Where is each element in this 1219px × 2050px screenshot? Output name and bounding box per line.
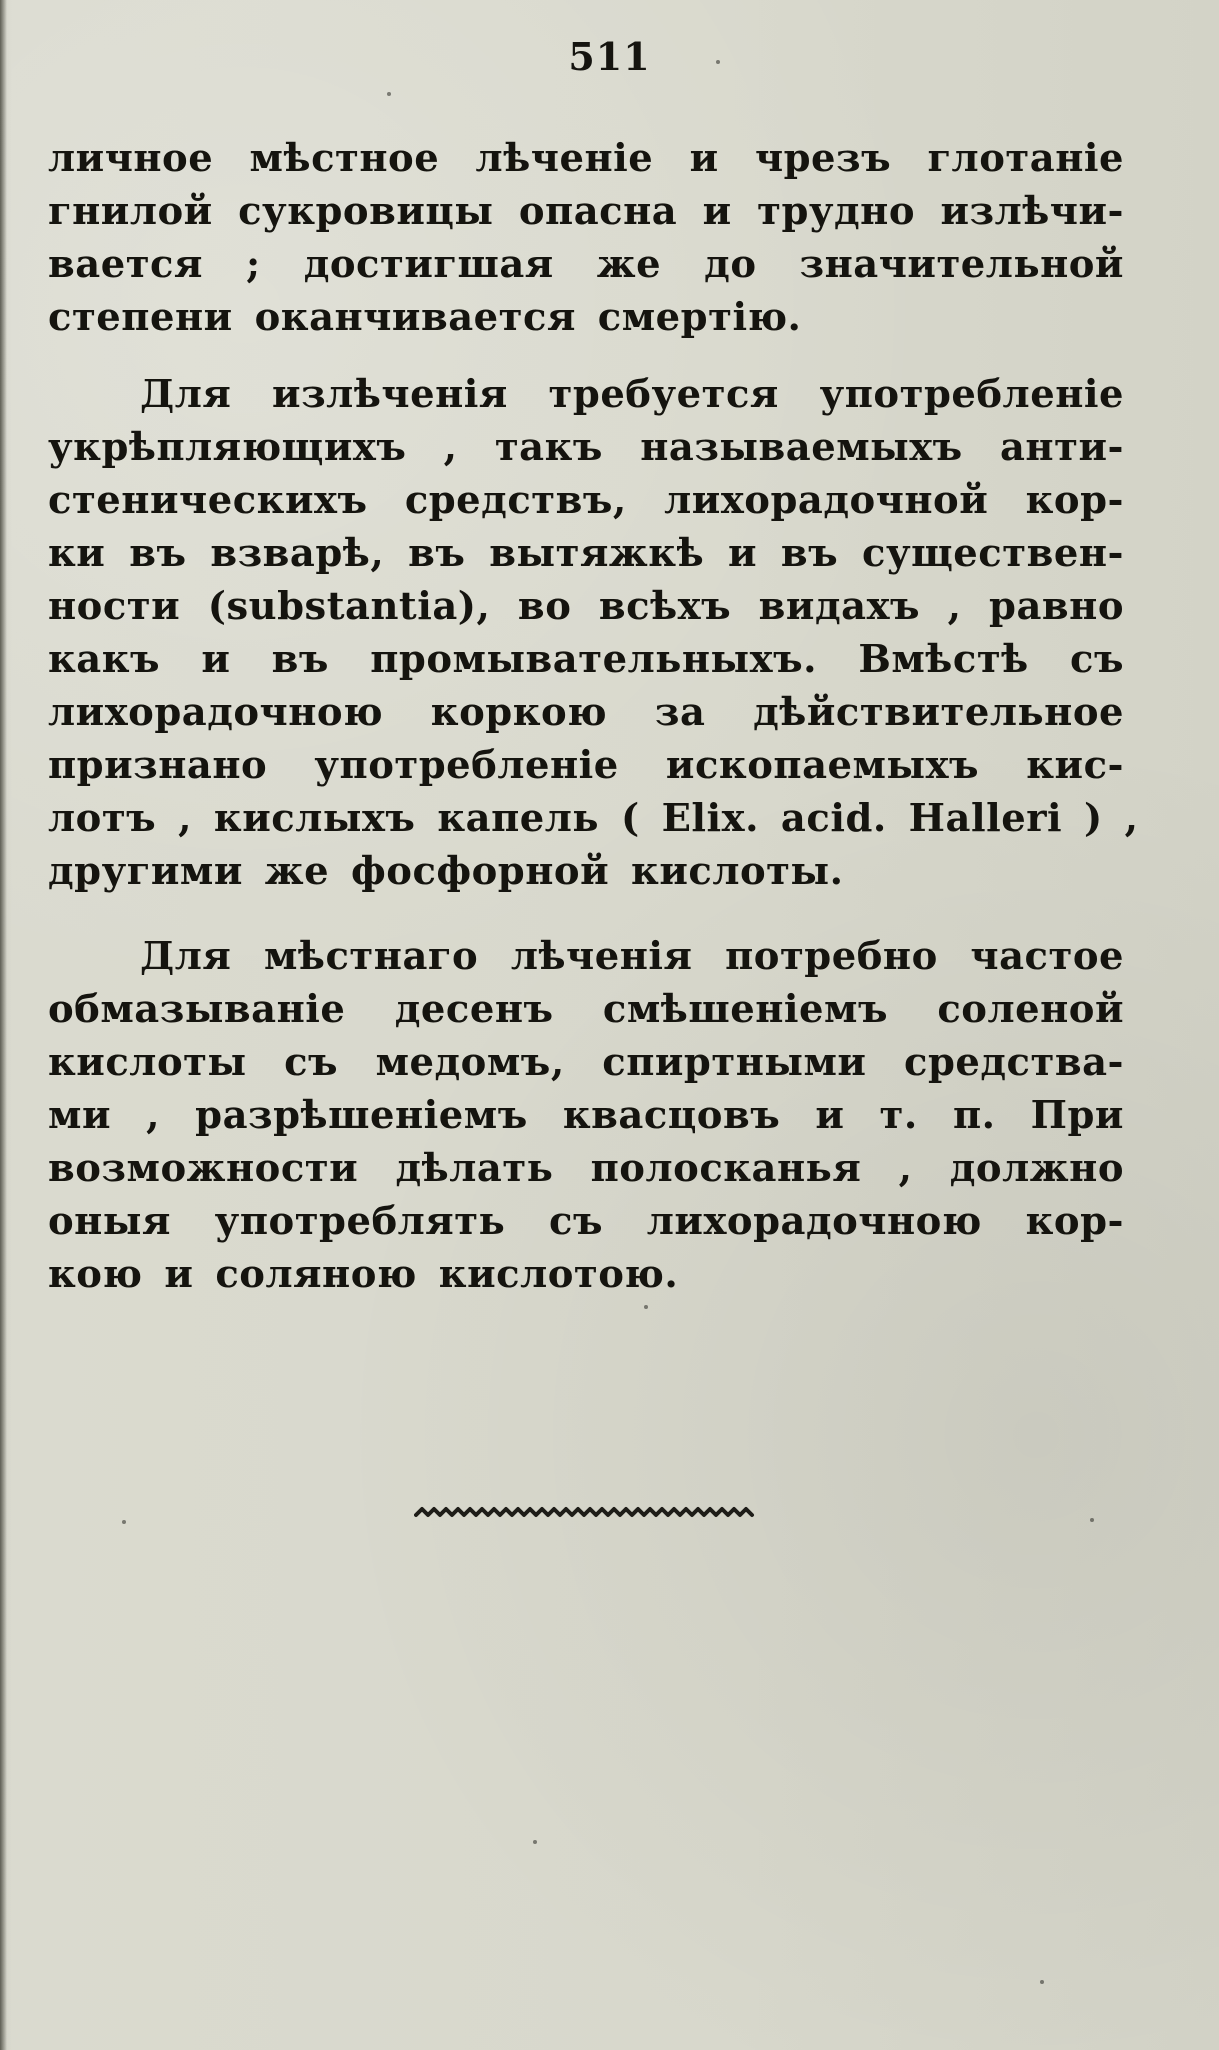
paper-speck [716,60,720,64]
text-line: гнилой сукровицы опасна и трудно излѣчи- [48,189,1124,234]
text-line: оныя употреблять съ лихорадочною кор- [48,1199,1124,1244]
text-line: кою и соляною кислотою. [48,1252,679,1297]
paragraph-1 [48,132,1124,344]
text-line: возможности дѣлать полосканья , должно [48,1146,1124,1191]
text-line: укрѣпляющихъ , такъ называемыхъ анти- [48,425,1124,470]
paper-speck [644,1305,648,1309]
text-line: ности (substantia), во всѣхъ видахъ , равно [48,584,1124,629]
text-line: Для мѣстнаго лѣченія потребно частое [140,934,1124,979]
paper-speck [1040,1980,1044,1984]
paragraph-2 [48,368,1139,898]
text-line: какъ и въ промывательныхъ. Вмѣстѣ съ [48,637,1124,682]
text-line: лотъ , кислыхъ капель ( Elix. acid. Halleri ) , [48,796,1139,841]
text-line: другими же фосфорной кислоты. [48,849,844,894]
text-line: стеническихъ средствъ, лихорадочной кор- [48,478,1124,523]
paper-speck [1090,1518,1094,1522]
text-line: ми , разрѣшеніемъ квасцовъ и т. п. При [48,1093,1124,1138]
text-line: кислоты съ медомъ, спиртными средства- [48,1040,1124,1085]
spine-shadow [0,0,7,2050]
text-line: обмазываніе десенъ смѣшеніемъ соленой [48,987,1124,1032]
page-number: 511 [568,34,651,79]
text-line: лихорадочною коркою за дѣйствительное [48,690,1124,735]
text-line: Для излѣченія требуется употребленіе [140,372,1124,417]
paragraph-3 [48,930,1124,1301]
wavy-rule-icon [414,1505,756,1521]
text-line: личное мѣстное лѣченіе и чрезъ глотаніе [48,136,1124,181]
text-line: степени оканчивается смертію. [48,295,802,340]
text-line: признано употребленіе ископаемыхъ кис- [48,743,1124,788]
paper-speck [122,1520,126,1524]
paper-speck [533,1840,537,1844]
text-line: вается ; достигшая же до значительной [48,242,1124,287]
text-line: ки въ взварѣ, въ вытяжкѣ и въ существен- [48,531,1124,576]
paper-speck [387,92,391,96]
